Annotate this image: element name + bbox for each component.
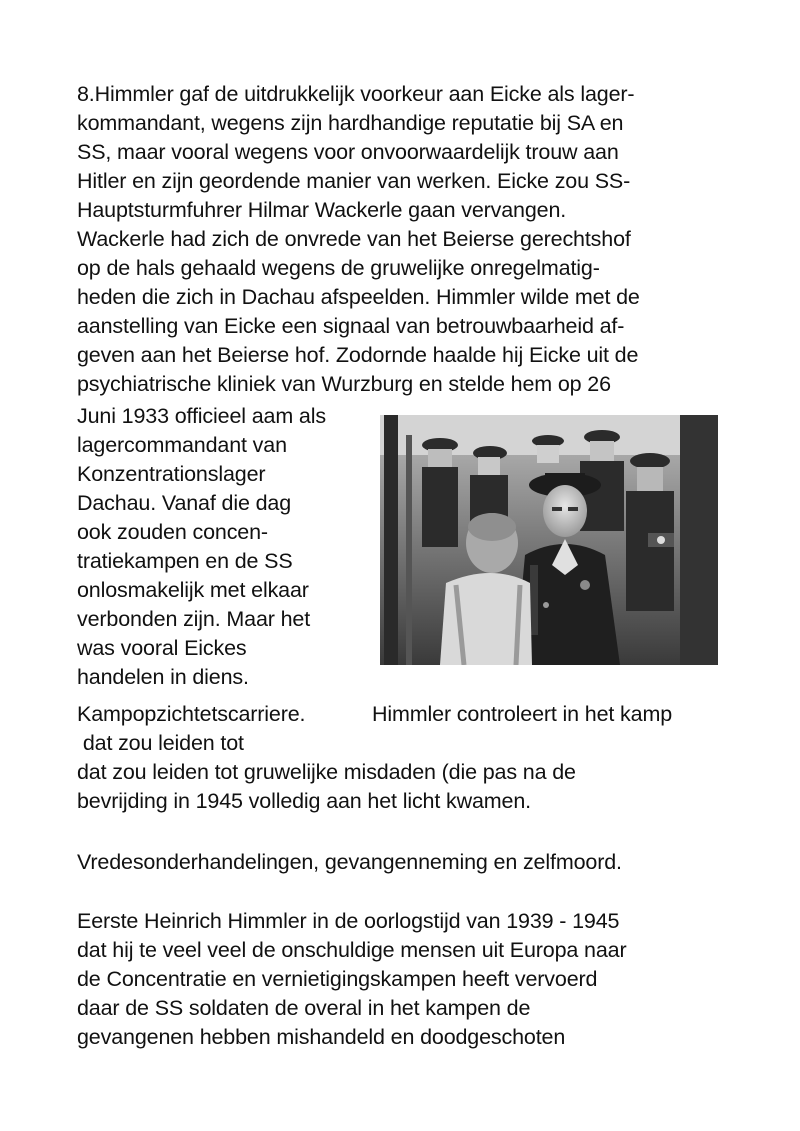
text-line: dat zou leiden tot gruwelijke misdaden (die pas na de xyxy=(77,760,576,784)
text-line: Wackerle had zich de onvrede van het Beierse gerechtshof xyxy=(77,227,631,251)
text-line: Eerste Heinrich Himmler in de oorlogstijd van 1939 - 1945 xyxy=(77,909,620,933)
text-line: 8.Himmler gaf de uitdrukkelijk voorkeur aan Eicke als lager- xyxy=(77,82,635,106)
text-line: lagercommandant van xyxy=(77,433,287,457)
text-line: kommandant, wegens zijn hardhandige reputatie bij SA en xyxy=(77,111,624,135)
text-line: de Concentratie en vernietigingskampen heeft vervoerd xyxy=(77,967,598,991)
text-line: Hitler en zijn geordende manier van werken. Eicke zou SS- xyxy=(77,169,631,193)
text-line: heden die zich in Dachau afspeelden. Himmler wilde met de xyxy=(77,285,640,309)
text-line: dat hij te veel veel de onschuldige mensen uit Europa naar xyxy=(77,938,627,962)
text-line: tratiekampen en de SS xyxy=(77,549,293,573)
text-line: Dachau. Vanaf die dag xyxy=(77,491,292,515)
photo-caption: Himmler controleert in het kamp xyxy=(372,702,673,726)
text-line: aanstelling van Eicke een signaal van betrouwbaarheid af- xyxy=(77,314,625,338)
text-line: Kampopzichtetscarriere. xyxy=(77,702,306,726)
text-line: dat zou leiden tot xyxy=(77,731,244,755)
text-line: op de hals gehaald wegens de gruwelijke onregelmatig- xyxy=(77,256,600,280)
text-line: gevangenen hebben mishandeld en doodgeschoten xyxy=(77,1025,566,1049)
text-line: verbonden zijn. Maar het xyxy=(77,607,311,631)
text-line: handelen in diens. xyxy=(77,665,249,689)
section-heading: Vredesonderhandelingen, gevangenneming en zelfmoord. xyxy=(77,850,622,874)
text-line: bevrijding in 1945 volledig aan het licht kwamen. xyxy=(77,789,531,813)
text-line: Konzentrationslager xyxy=(77,462,266,486)
text-line: daar de SS soldaten de overal in het kampen de xyxy=(77,996,531,1020)
text-line: SS, maar vooral wegens voor onvoorwaardelijk trouw aan xyxy=(77,140,619,164)
historical-photo xyxy=(380,415,718,665)
text-line: was vooral Eickes xyxy=(77,636,247,660)
text-line: Juni 1933 officieel aam als xyxy=(77,404,326,428)
text-line: onlosmakelijk met elkaar xyxy=(77,578,309,602)
text-line: psychiatrische kliniek van Wurzburg en stelde hem op 26 xyxy=(77,372,611,396)
text-line: ook zouden concen- xyxy=(77,520,268,544)
text-line: Hauptsturmfuhrer Hilmar Wackerle gaan vervangen. xyxy=(77,198,567,222)
text-line: geven aan het Beierse hof. Zodornde haalde hij Eicke uit de xyxy=(77,343,639,367)
